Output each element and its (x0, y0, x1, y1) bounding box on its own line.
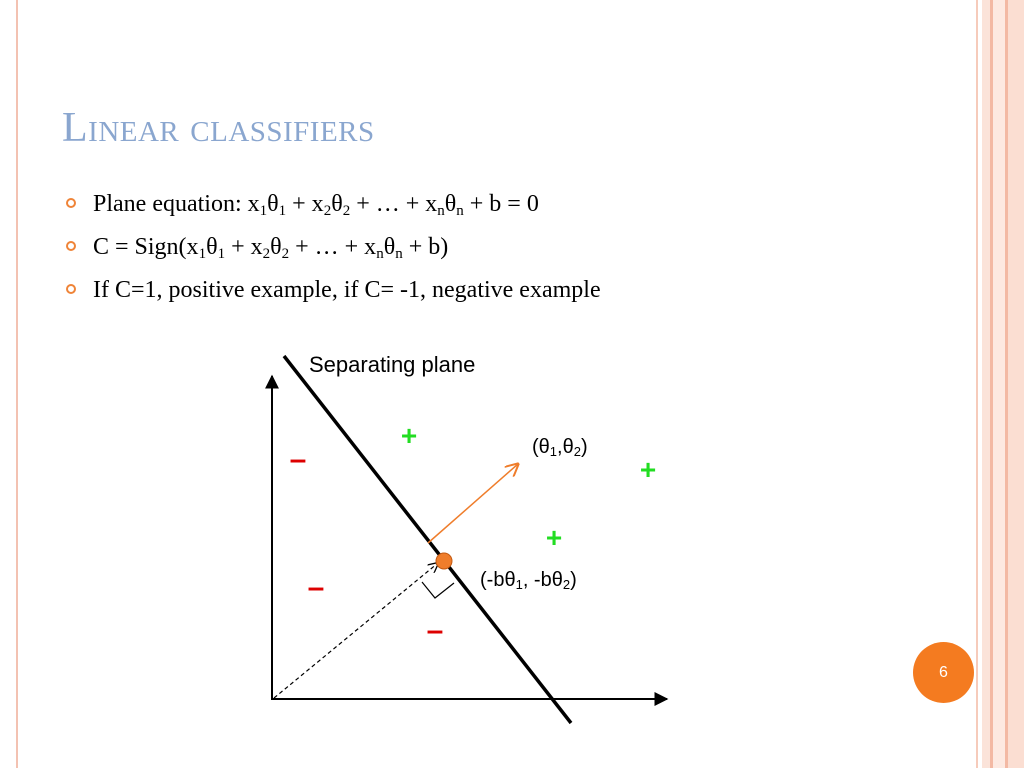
plane-label: Separating plane (309, 352, 476, 377)
right-angle-marker (422, 582, 454, 598)
plane-point-dot (436, 553, 452, 569)
bullet-text: $C = Sign(x_1\theta_1 + x_2\theta_2$ + … + $x_n\theta_n + b$) (93, 234, 449, 262)
positive-example-marker: + (639, 454, 657, 485)
point-label: (-bθ1, -bθ2) (480, 569, 577, 593)
separating-plane-line (284, 356, 571, 723)
origin-to-point-vector (274, 563, 438, 698)
slide-title: Linear classifiers (62, 105, 375, 151)
bullet-text: If C=1, positive example, if C= -1, negative example (93, 277, 601, 303)
negative-example-marker: – (307, 571, 325, 604)
negative-example-marker: – (289, 443, 307, 476)
normal-vector-label: (θ1,θ2) (532, 436, 588, 460)
page-number-badge: 6 (913, 642, 974, 703)
positive-example-marker: + (545, 522, 563, 553)
normal-vector-arrow (428, 464, 518, 543)
negative-example-marker: – (426, 614, 444, 647)
bullet-text: Plane equation: $x_1\theta_1 + x_2\theta_2$ + … + $x_n\theta_n + b = 0$ (93, 191, 539, 219)
positive-example-marker: + (400, 420, 418, 451)
